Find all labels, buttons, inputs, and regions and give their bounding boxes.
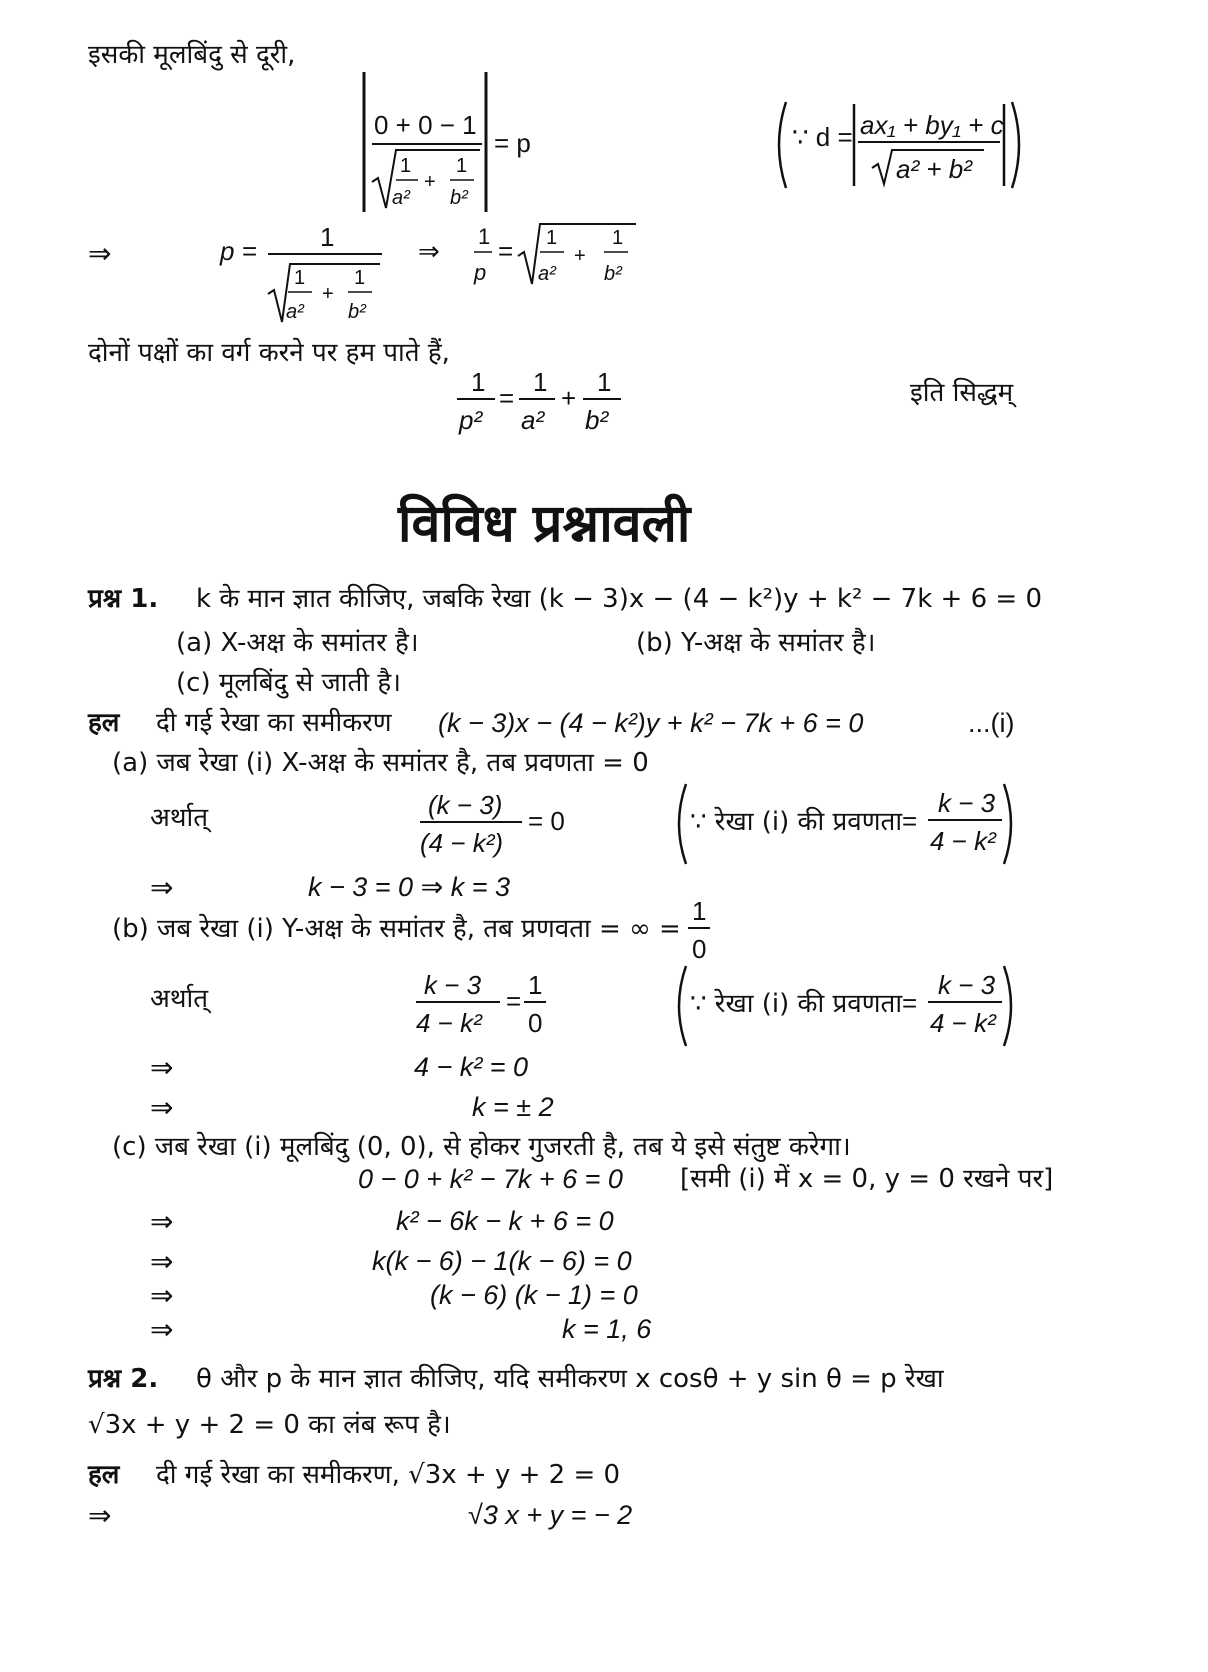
part-b-arrow-1: ⇒ [150,1051,174,1084]
part-a-frac-den: (4 − k²) [420,828,504,858]
part-b-step-2: k = ± 2 [472,1092,554,1122]
part-b-line: (b) जब रेखा (i) Y-अक्ष के समांतर है, तब प्रणवता = ∞ = [112,914,681,944]
formula-denominator: a² + b² [896,154,972,184]
part-c-arrow-4: ⇒ [150,1313,174,1346]
part-b-frac-den: 4 − k² [416,1008,482,1038]
slope-note-a [672,782,1022,872]
svg-text:1: 1 [320,222,335,252]
part-b-frac-num: k − 3 [424,970,482,1000]
formula-numerator: ax₁ + by₁ + c [860,110,1004,140]
implies-arrow-2: ⇒ [418,237,440,267]
q2-text-2: √3x + y + 2 = 0 का लंब रूप है। [88,1410,451,1440]
distance-equation [360,72,550,217]
intro-line: इसकी मूलबिंदु से दूरी, [88,40,296,70]
svg-text:b²: b² [604,263,622,285]
svg-text:a²: a² [392,187,410,209]
q2-arrow: ⇒ [88,1499,112,1532]
final-eq-equals: = [499,383,515,413]
svg-text:+: + [424,171,436,193]
q2-solution-label: हल [88,1460,120,1490]
final-equation [455,365,635,440]
svg-text:1: 1 [354,267,366,289]
q1-equation-ref: ...(i) [968,708,1015,738]
svg-text:=: = [902,806,918,836]
svg-text:a²: a² [286,301,304,323]
part-c-step-1: k² − 6k − k + 6 = 0 [396,1206,614,1236]
p-lhs: p = [220,236,257,266]
part-b-arrow-2: ⇒ [150,1091,174,1124]
final-eq-plus: + [561,383,577,413]
part-b-fraction [414,968,554,1043]
proved-text: इति सिद्धम् [910,378,1014,408]
formula-prefix: ∵ d = [792,122,853,152]
svg-text:b²: b² [585,405,609,435]
p-equations [220,222,650,332]
q2-solution-text: दी गई रेखा का समीकरण, √3x + y + 2 = 0 [156,1460,621,1490]
part-c-note: [समी (i) में x = 0, y = 0 रखने पर] [680,1164,1054,1194]
part-b-step-1: 4 − k² = 0 [414,1052,529,1082]
slope-b-num: k − 3 [938,970,996,1000]
eq1-numerator: 0 + 0 − 1 [374,110,477,140]
svg-text:+: + [322,283,334,305]
q1-solution-text: दी गई रेखा का समीकरण [156,708,392,738]
q1-solution-label: हल [88,708,120,738]
slope-a-den: 4 − k² [930,826,996,856]
q2-text: θ और p के मान ज्ञात कीजिए, यदि समीकरण x cosθ + y sin θ = p रेखा [196,1364,944,1394]
svg-text:p²: p² [459,405,483,435]
q2-step-1: √3 x + y = − 2 [468,1500,633,1530]
section-title: विविध प्रश्नावली [398,494,691,554]
svg-text:1: 1 [612,227,624,249]
svg-text:1: 1 [478,224,491,249]
part-a-step: k − 3 = 0 ⇒ k = 3 [308,872,510,902]
svg-text:1: 1 [597,367,612,397]
svg-text:=: = [506,986,522,1016]
part-c-line: (c) जब रेखा (i) मूलबिंदु (0, 0), से होकर गुजरती है, तब ये इसे संतुष्ट करेगा। [112,1132,851,1162]
q2-label: प्रश्न 2. [88,1364,159,1394]
part-c-step-4: k = 1, 6 [562,1314,652,1344]
implies-arrow: ⇒ [88,237,112,270]
q1-option-c: (c) मूलबिंदु से जाती है। [176,668,402,698]
distance-formula [772,100,1032,195]
svg-text:1: 1 [546,227,558,249]
q1-option-a: (a) X-अक्ष के समांतर है। [176,628,419,658]
svg-text:p: p [474,260,487,285]
square-line: दोनों पक्षों का वर्ग करने पर हम पाते हैं, [88,338,450,368]
q1-text: k के मान ज्ञात कीजिए, जबकि रेखा (k − 3)x − (4 − k²)y + k² − 7k + 6 = 0 [196,584,1042,614]
svg-text:1: 1 [400,155,412,177]
recip-eq: = [498,236,514,266]
svg-text:a²: a² [521,405,545,435]
part-c-arrow-3: ⇒ [150,1279,174,1312]
slope-b-den: 4 − k² [930,1008,996,1038]
svg-text:b²: b² [348,301,366,323]
svg-text:+: + [574,245,586,267]
slope-note-b [672,964,1022,1054]
part-c-equation: 0 − 0 + k² − 7k + 6 = 0 [358,1164,623,1194]
part-c-step-3: (k − 6) (k − 1) = 0 [430,1280,638,1310]
svg-text:a²: a² [538,263,556,285]
svg-text:1: 1 [533,367,548,397]
part-a-frac-num: (k − 3) [428,790,503,820]
slope-note-a-text: ∵ रेखा (i) की प्रवणता [690,807,903,837]
infinity-fraction [688,896,718,966]
q1-label: प्रश्न 1. [88,584,159,614]
svg-text:b²: b² [450,187,468,209]
part-b-rhs-num: 1 [528,970,543,1000]
svg-text:1: 1 [456,155,468,177]
part-c-arrow-2: ⇒ [150,1245,174,1278]
part-b-arthat: अर्थात् [150,984,209,1014]
part-c-arrow-1: ⇒ [150,1205,174,1238]
part-a-arthat: अर्थात् [150,803,209,833]
infinity-frac-den: 0 [692,934,707,964]
infinity-frac-num: 1 [692,896,707,926]
part-c-step-2: k(k − 6) − 1(k − 6) = 0 [372,1246,632,1276]
q1-option-b: (b) Y-अक्ष के समांतर है। [636,628,876,658]
part-a-arrow: ⇒ [150,871,174,904]
part-a-frac-rhs: = 0 [528,806,565,836]
slope-note-b-text: ∵ रेखा (i) की प्रवणता [690,989,903,1019]
slope-a-num: k − 3 [938,788,996,818]
svg-text:1: 1 [294,267,306,289]
q1-solution-equation: (k − 3)x − (4 − k²)y + k² − 7k + 6 = 0 [438,708,864,738]
part-a-fraction [418,788,588,863]
eq1-rhs: = p [494,128,531,158]
part-a-line: (a) जब रेखा (i) X-अक्ष के समांतर है, तब प्रवणता = 0 [112,748,649,778]
part-b-rhs-den: 0 [528,1008,543,1038]
svg-text:=: = [902,988,918,1018]
svg-text:1: 1 [471,367,486,397]
